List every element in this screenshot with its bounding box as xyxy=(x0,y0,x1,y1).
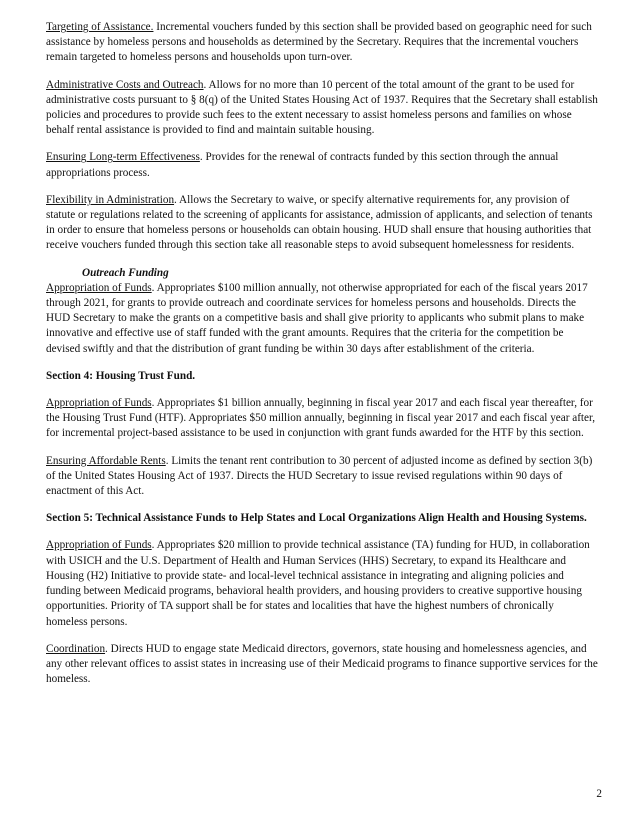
paragraph-ta-appropriation xyxy=(46,538,598,629)
paragraph-body: . Appropriates $100 million annually, not otherwise appropriated for each of the fiscal years 2017 through 2021, for grants to provide outreach and coordinate services for homeless persons and households. Directs the HUD Secretary to make the grants on a competitive basis and shall give priority to applicants who submit plans to make innovative and effective use of staff funded with the grant amounts. Requires that the criteria for the competition be devised swiftly and that the distribution of grant funding be within 30 days after establishment of the criteria. xyxy=(46,281,588,355)
paragraph-body: Incremental vouchers funded by this section shall be provided based on geographic need for such assistance by homeless persons and households as determined by the Secretary. Requires that the incremental vouchers remain targeted to homeless persons and households upon turn-over. xyxy=(46,21,592,64)
paragraph-title: Ensuring Affordable Rents xyxy=(46,454,166,467)
page-number: 2 xyxy=(596,788,602,800)
paragraph-body: . Appropriates $20 million to provide technical assistance (TA) funding for HUD, in collaboration with USICH and the U.S. Department of Health and Human Services (HHS) Secretary, to expand its Healthcare and Housing (H2) Initiative to provide state- and local-level technical assistance in integrating and aligning policies and funding between Medicaid programs, behavioral health providers, and housing providers to creative supportive housing opportunities. Priority of TA support shall be for states and localities that have the highest numbers of chronically homeless persons. xyxy=(46,539,590,628)
section-5-heading: Section 5: Technical Assistance Funds to Help States and Local Organizations Align Health and Housing Systems. xyxy=(46,512,587,525)
paragraph-long-term xyxy=(46,150,598,180)
paragraph-coordination xyxy=(46,642,598,688)
paragraph-flexibility xyxy=(46,193,598,254)
paragraph-admin-costs xyxy=(46,78,598,139)
paragraph-title: Coordination xyxy=(46,642,106,655)
paragraph-title: Appropriation of Funds xyxy=(46,397,152,410)
paragraph-title: Flexibility in Administration xyxy=(46,193,175,206)
paragraph-htf-appropriation xyxy=(46,396,598,442)
paragraph-title: Administrative Costs and Outreach xyxy=(46,78,204,91)
paragraph-title: Appropriation of Funds xyxy=(46,281,152,294)
paragraph-body: . Allows the Secretary to waive, or specify alternative requirements for, any provision of statute or regulations related to the screening of applicants for assistance, admission of applicants, and selection of tenants in order to ensure that homeless persons or households can obtain housing. HUD shall ensure that housing authorities that receive vouchers funded through this section take all reasonable steps to avoid subsequent homelessness for residents. xyxy=(46,193,593,252)
paragraph-body: . Provides for the renewal of contracts funded by this section through the annual appropriations process. xyxy=(46,151,559,179)
paragraph-body: . Allows for no more than 10 percent of the total amount of the grant to be used for administrative costs pursuant to § 8(q) of the United States Housing Act of 1937. Requires that the Secretary shall establish policies and procedures to provide such fees to the extent necessary to assist homeless persons and families on whose behalf rental assistance is provided to find and maintain suitable housing. xyxy=(46,78,598,137)
document-page xyxy=(46,20,598,699)
section-4-heading: Section 4: Housing Trust Fund. xyxy=(46,369,196,382)
outreach-funding-title: Outreach Funding xyxy=(82,266,169,279)
paragraph-body: . Limits the tenant rent contribution to 30 percent of adjusted income as defined by section 3(b) of the United States Housing Act of 1937. Directs the HUD Secretary to issue revised regulations within 90 days of enactment of this Act. xyxy=(46,454,593,498)
paragraph-title: Targeting of Assistance. xyxy=(46,21,154,33)
paragraph-title: Appropriation of Funds xyxy=(46,539,152,552)
paragraph-body: . Directs HUD to engage state Medicaid directors, governors, state housing and homelessness agencies, and any other relevant offices to assist states in increasing use of their Medicaid programs to finance supportive services for the homeless. xyxy=(46,642,598,686)
paragraph-body: . Appropriates $1 billion annually, beginning in fiscal year 2017 and each fiscal year thereafter, for the Housing Trust Fund (HTF). Appropriates $50 million annually, beginning in fiscal year 2017 and each fiscal year after, for incremental project-based assistance to be used in conjunction with grant funds awarded for the HTF by this section. xyxy=(46,397,596,440)
paragraph-affordable-rents xyxy=(46,454,598,500)
paragraph-targeting xyxy=(46,20,598,66)
paragraph-outreach-appropriation xyxy=(46,281,598,357)
paragraph-title: Ensuring Long-term Effectiveness xyxy=(46,151,200,164)
